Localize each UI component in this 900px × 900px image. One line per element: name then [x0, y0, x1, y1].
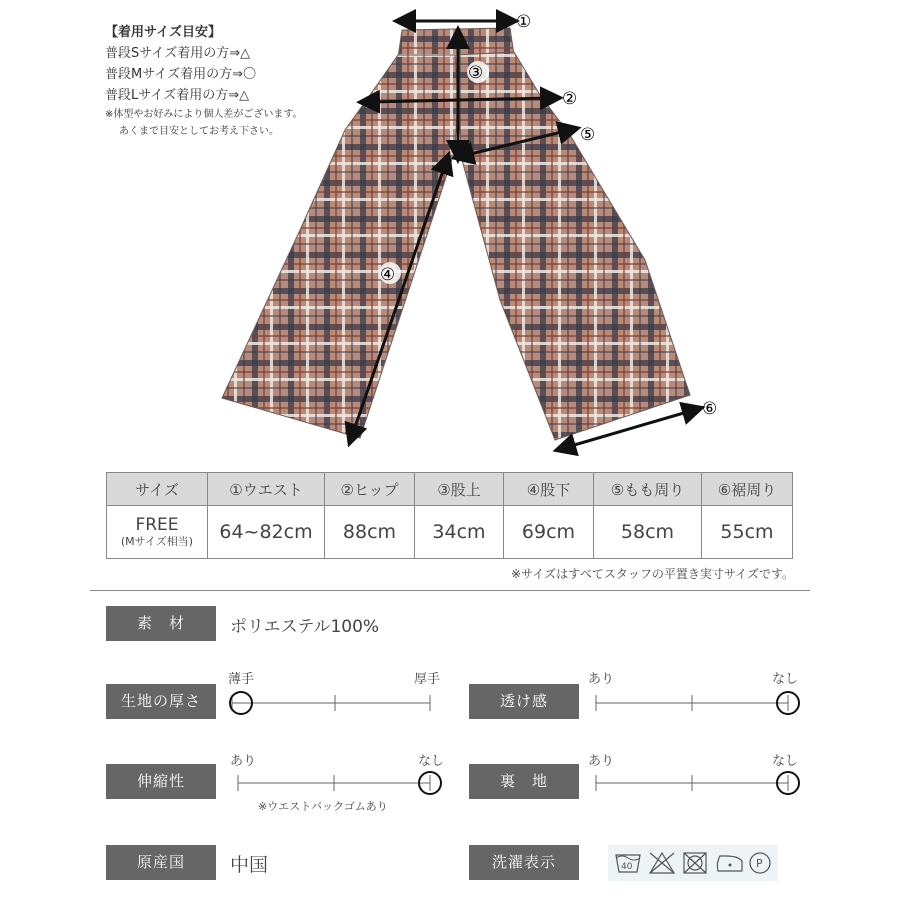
size-table: [106, 472, 793, 559]
origin-value: 中国: [230, 854, 269, 876]
wash-40-icon: [616, 855, 640, 872]
marker-6: ⑥: [702, 399, 718, 419]
material-value: ポリエステル100%: [230, 617, 380, 637]
sheer-scale: [590, 688, 800, 718]
thickness-label: 生地の厚さ: [106, 684, 216, 719]
sheer-right-label: なし: [772, 672, 799, 687]
no-bleach-icon: [650, 853, 674, 873]
sheer-label: 透け感: [469, 684, 579, 719]
material-label: 素 材: [106, 606, 216, 641]
size-table-row: [107, 506, 793, 559]
care-label: 洗濯表示: [469, 845, 579, 880]
inseam-value: 69cm: [504, 506, 594, 559]
marker-4: ④: [380, 265, 396, 285]
size-guide-line-s: 普段Sサイズ着用の方⇒△: [105, 46, 251, 61]
hip-value: 88cm: [325, 506, 415, 559]
table-header-hip: ②ヒップ: [325, 473, 415, 506]
marker-1: ①: [516, 12, 532, 32]
size-guide-line-m: 普段Mサイズ着用の方⇒〇: [105, 67, 257, 82]
lining-scale: [590, 768, 800, 798]
rise-value: 34cm: [415, 506, 504, 559]
size-guide-title: 【着用サイズ目安】: [105, 25, 221, 40]
thickness-left-label: 薄手: [228, 672, 255, 687]
sheer-left-label: あり: [588, 672, 615, 687]
waist-value: 64~82cm: [208, 506, 325, 559]
stretch-label: 伸縮性: [106, 764, 216, 799]
iron-low-icon: [717, 856, 742, 871]
thigh-value: 58cm: [594, 506, 702, 559]
stretch-left-label: あり: [230, 754, 257, 769]
lining-left-label: あり: [588, 754, 615, 769]
thickness-scale: [226, 688, 436, 718]
table-header-size: サイズ: [107, 473, 208, 506]
size-guide-note-2: あくまで目安としてお考え下さい。: [119, 126, 279, 137]
section-divider: [90, 590, 810, 591]
care-symbols: [608, 845, 778, 881]
stretch-scale: [232, 768, 442, 798]
size-name-cell: [107, 506, 208, 559]
size-table-header-row: [107, 473, 793, 506]
table-header-waist: ①ウエスト: [208, 473, 325, 506]
svg-text:P: P: [756, 857, 763, 870]
origin-label: 原産国: [106, 845, 216, 880]
lining-right-label: なし: [772, 754, 799, 769]
table-header-inseam: ④股下: [504, 473, 594, 506]
dry-clean-p-icon: [750, 853, 770, 873]
size-equivalent: (Mサイズ相当): [120, 535, 194, 548]
table-header-thigh: ⑤もも周り: [594, 473, 702, 506]
size-name: FREE: [135, 515, 179, 535]
stretch-right-label: なし: [418, 754, 445, 769]
stretch-note: ※ウエストバックゴムあり: [258, 800, 388, 813]
marker-3: ③: [468, 63, 484, 83]
svg-text:40: 40: [621, 862, 633, 872]
pants-right-leg: [455, 52, 690, 440]
thickness-right-label: 厚手: [414, 672, 441, 687]
marker-2: ②: [562, 89, 578, 109]
pants-left-leg: [222, 55, 460, 438]
lining-label: 裏 地: [469, 764, 579, 799]
size-guide-line-l: 普段Lサイズ着用の方⇒△: [105, 88, 250, 103]
table-header-rise: ③股上: [415, 473, 504, 506]
marker-5: ⑤: [580, 125, 596, 145]
hem-value: 55cm: [702, 506, 793, 559]
table-header-hem: ⑥裾周り: [702, 473, 793, 506]
size-table-note: ※サイズはすべてスタッフの平置き実寸サイズです。: [511, 567, 794, 581]
no-tumble-dry-icon: [684, 853, 706, 873]
size-guide-note: ※体型やお好みにより個人差がございます。: [105, 109, 303, 120]
